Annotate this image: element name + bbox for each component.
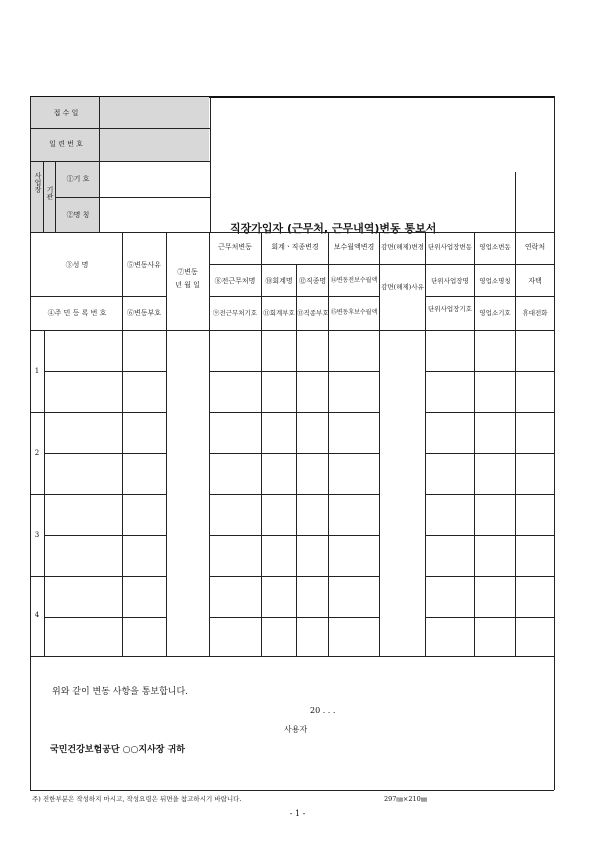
header-shaded-area: [31, 97, 209, 161]
col-account-name: ⑩회계명: [265, 277, 293, 285]
col-pay-after: ⑮변동후보수월액: [330, 309, 378, 316]
col-business-code: 영업소기호: [479, 309, 511, 317]
row-number: 1: [34, 367, 40, 375]
col-change-date: ⑦변동 년 월 일: [175, 268, 200, 290]
notice-text: 위와 같이 변동 사항을 통보합니다.: [52, 687, 189, 697]
col-pay-change: 보수월액변경: [333, 243, 375, 251]
col-unit-name: 단위사업장명: [431, 277, 469, 285]
col-change-code: ⑥변동부호: [126, 309, 162, 317]
col-reduction-change: 감면(해제)변경: [381, 243, 424, 251]
col-business-name: 영업소명칭: [479, 277, 511, 285]
footnote: 주) 진한부분은 작성하지 마시고, 작성요령은 뒤면을 참고하시기 바랍니다.: [32, 795, 242, 803]
col-job-type-code: ⑬직종부호: [297, 309, 329, 317]
date-line: 20 . . .: [310, 706, 336, 715]
form-right-border: [554, 96, 555, 790]
row-number: 3: [34, 531, 40, 539]
col-account-type-change: 회계ㆍ직종변경: [271, 243, 319, 251]
serial-no-label: 일 련 번 호: [49, 140, 83, 148]
col-home-phone: 자택: [528, 277, 542, 285]
col-prev-workplace-code: ⑨전근무처기호: [212, 309, 258, 317]
receipt-date-label: 접 수 일: [53, 109, 79, 117]
recipient-text: 국민건강보험공단 ○○지사장 귀하: [50, 745, 185, 755]
col-contact: 연락처: [524, 243, 546, 251]
workplace-label: 사업장: [34, 172, 42, 193]
paper-size: 297㎜×210㎜: [384, 795, 428, 803]
form-title: 직장가입자 (근무처, 근무내역)변동 통보서: [230, 222, 437, 235]
col-reduction-reason: 감면(해제)사유: [381, 283, 424, 291]
col-name: ③성 명: [65, 261, 89, 269]
institution-label: 기관: [46, 186, 54, 200]
col-account-code: ⑪회계부호: [263, 309, 295, 317]
submitter-label: 사용자: [284, 725, 308, 734]
col-change-reason: ⑤변동사유: [126, 261, 162, 269]
name-label: ②명 칭: [66, 211, 90, 219]
col-mobile-phone: 휴대전화: [522, 309, 548, 317]
col-business-change: 영업소변동: [479, 243, 511, 251]
col-unit-change: 단위사업장변동: [428, 243, 472, 251]
col-workplace-change: 근무처변동: [218, 243, 252, 251]
row-number: 4: [34, 611, 40, 619]
col-unit-code: 단위사업장기호: [428, 305, 472, 313]
row-number: 2: [34, 449, 40, 457]
col-prev-workplace: ⑧전근무처명: [214, 277, 256, 285]
form-bottom-border: [30, 790, 554, 791]
col-job-type-name: ⑫직종명: [298, 277, 327, 285]
symbol-label: ①기 호: [66, 175, 90, 183]
col-pay-before: ⑭변동전보수월액: [330, 277, 378, 284]
page-number: - 1 -: [289, 809, 306, 818]
col-resident-no: ④주 민 등 록 번 호: [47, 309, 107, 317]
